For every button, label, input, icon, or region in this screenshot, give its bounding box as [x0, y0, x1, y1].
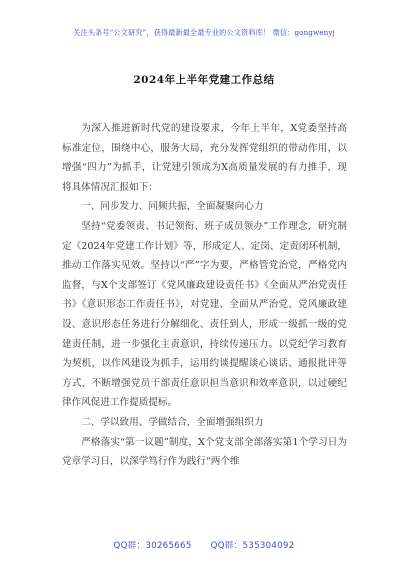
section-heading-1: 一、同步发力、同频共振，全面凝聚向心力 — [81, 201, 264, 213]
section-heading-2: 二、学以致用、学做结合，全面增强组织力 — [81, 416, 264, 428]
qq-group-1[interactable]: QQ群：30265665 — [113, 541, 192, 551]
qq-group-2[interactable]: QQ群：535304092 — [210, 541, 295, 551]
promo-banner[interactable]: 关注头条号“公文研究”，获得最新最全最专业的公文资料库！ 微信：gongwenyj — [73, 28, 335, 37]
footer-contacts — [0, 540, 408, 552]
document-body — [62, 119, 347, 472]
section-2-paragraph: 严格落实“第一议题”制度，X个党支部全部落实第1个学习日为党章学习日，以深学笃行作为践行“两个维 — [62, 436, 347, 468]
intro-paragraph: 为深入推进新时代党的建设要求，今年上半年，X党委坚持高标准定位，围绕中心，服务大局，充分发挥党组织的带动作用，以增强“四力”为抓手，让党建引领成为X高质量发展的有力推手，现将具体情况汇报如下： — [62, 123, 347, 193]
document-title: 2024年上半年党建工作总结 — [133, 74, 275, 86]
section-1-paragraph: 坚持“党委领责、书记领衔、班子成员领办”工作理念，研究制定《2024年党建工作计划》等，形成定人、定岗、定责闭环机制，推动工作落实见效。坚持以“严”字为要，严格管党治党，严格党内监督，与X个支部签订《党风廉政建设责任书》《全面从严治党责任书》《意识形态工作责任书》，对党建、全面从严治党、党风廉政建设、意识形态任务进行分解细化、责任到人，形成一级抓一级的党建责任制，进一步强化主责意识，持续传递压力。以党纪学习教育为契机，以作风建设为抓手，运用约谈提醒谈心谈话、通报批评等方式，不断增强党员干部责任意识担当意识和效率意识，以过硬纪律作风促进工作提质提标。 — [62, 220, 347, 409]
